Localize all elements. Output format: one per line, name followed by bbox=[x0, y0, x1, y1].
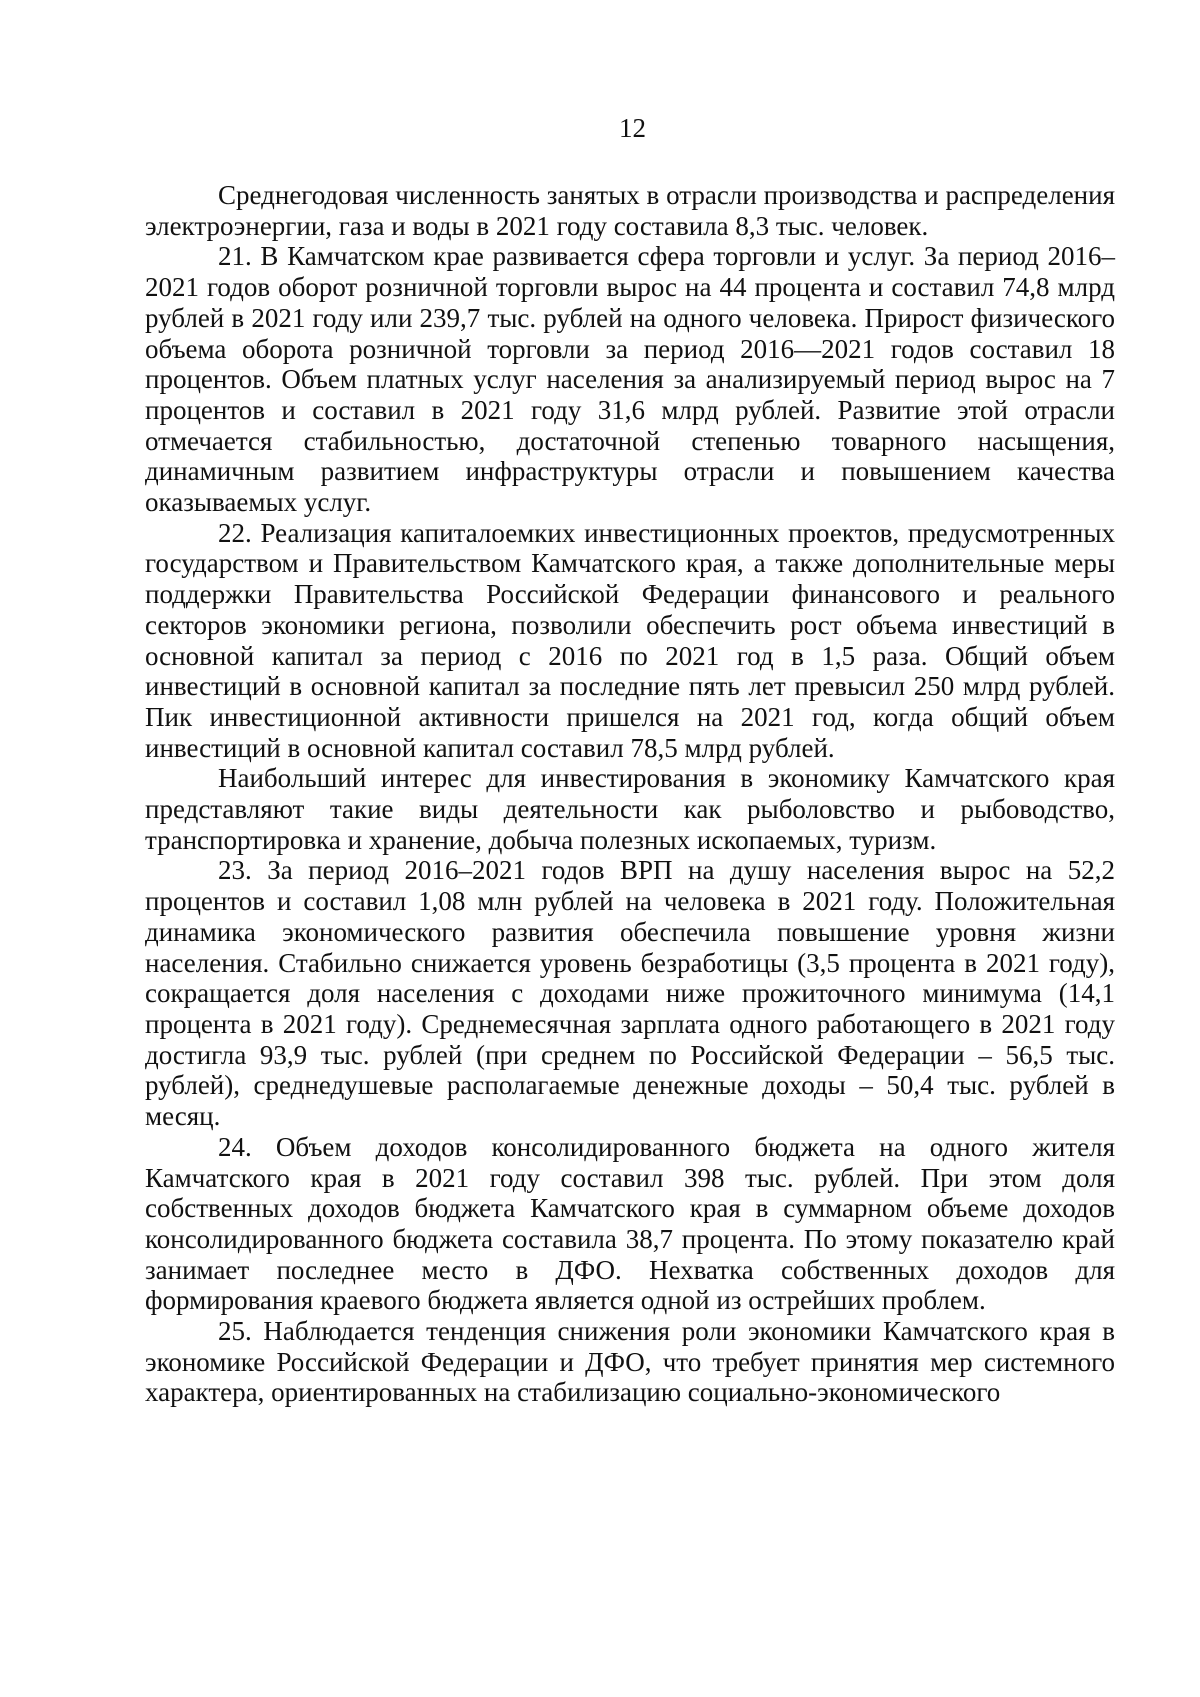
paragraph-25-economy-role: 25. Наблюдается тенденция снижения роли экономики Камчатского края в экономике Российской Федерации и ДФО, что требует принятия мер системного характера, ориентированных на стабилизацию социально-экономического bbox=[145, 1316, 1115, 1408]
paragraph-employment: Среднегодовая численность занятых в отрасли производства и распределения электроэнергии, газа и воды в 2021 году составила 8,3 тыс. человек. bbox=[145, 180, 1115, 241]
paragraph-23-grp-living-standards: 23. За период 2016–2021 годов ВРП на душу населения вырос на 52,2 процентов и составил 1,08 млн рублей на человека в 2021 году. Положительная динамика экономического развития обеспечила повышение уровня жизни населения. Стабильно снижается уровень безработицы (3,5 процента в 2021 году), сокращается доля населения с доходами ниже прожиточного минимума (14,1 процента в 2021 году). Среднемесячная зарплата одного работающего в 2021 году достигла 93,9 тыс. рублей (при среднем по Российской Федерации – 56,5 тыс. рублей), среднедушевые располагаемые денежные доходы – 50,4 тыс. рублей в месяц. bbox=[145, 855, 1115, 1132]
paragraph-24-budget: 24. Объем доходов консолидированного бюджета на одного жителя Камчатского края в 2021 году составил 398 тыс. рублей. При этом доля собственных доходов бюджета Камчатского края в суммарном объеме доходов консолидированного бюджета составила 38,7 процента. По этому показателю край занимает последнее место в ДФО. Нехватка собственных доходов для формирования краевого бюджета является одной из острейших проблем. bbox=[145, 1131, 1115, 1316]
document-body bbox=[145, 180, 1115, 1408]
paragraph-22-investment: 22. Реализация капиталоемких инвестиционных проектов, предусмотренных государством и Правительством Камчатского края, а также дополнительные меры поддержки Правительства Российской Федерации финансового и реального секторов экономики региона, позволили обеспечить рост объема инвестиций в основной капитал за период с 2016 по 2021 год в 1,5 раза. Общий объем инвестиций в основной капитал за последние пять лет превысил 250 млрд рублей. Пик инвестиционной активности пришелся на 2021 год, когда общий объем инвестиций в основной капитал составил 78,5 млрд рублей. bbox=[145, 517, 1115, 763]
paragraph-21-trade-services: 21. В Камчатском крае развивается сфера торговли и услуг. За период 2016–2021 годов оборот розничной торговли вырос на 44 процента и составил 74,8 млрд рублей в 2021 году или 239,7 тыс. рублей на одного человека. Прирост физического объема оборота розничной торговли за период 2016—2021 годов составил 18 процентов. Объем платных услуг населения за анализируемый период вырос на 7 процентов и составил в 2021 году 31,6 млрд рублей. Развитие этой отрасли отмечается стабильностью, достаточной степенью товарного насыщения, динамичным развитием инфраструктуры отрасли и повышением качества оказываемых услуг. bbox=[145, 241, 1115, 518]
page-number: 12 bbox=[619, 113, 646, 143]
paragraph-investment-interest: Наибольший интерес для инвестирования в экономику Камчатского края представляют такие виды деятельности как рыболовство и рыбоводство, транспортировка и хранение, добыча полезных ископаемых, туризм. bbox=[145, 763, 1115, 855]
